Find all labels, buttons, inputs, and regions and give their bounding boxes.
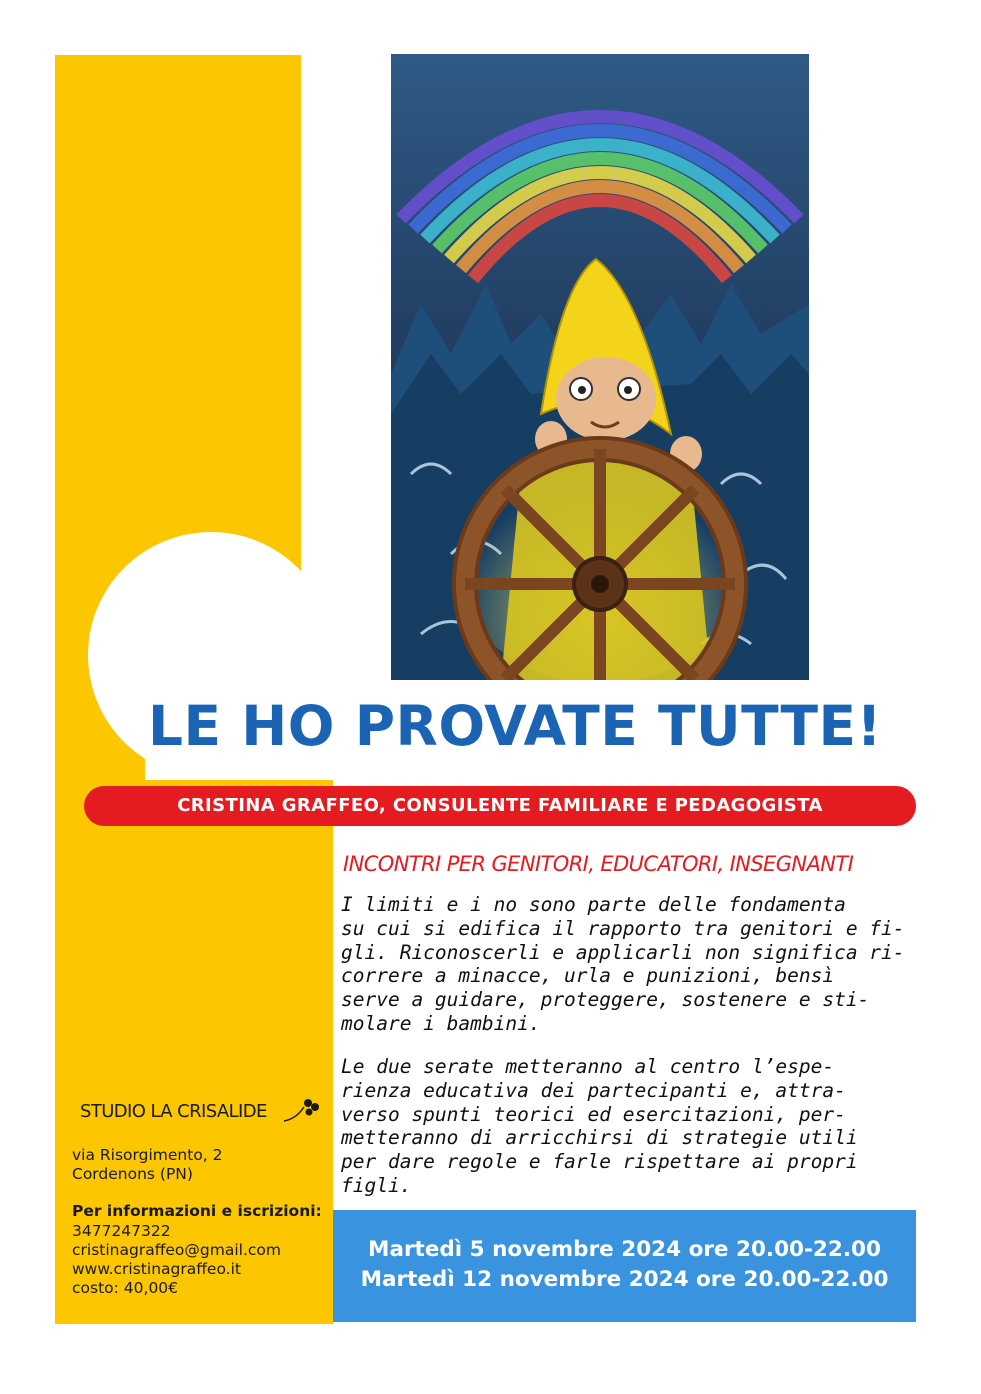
dates-box xyxy=(333,1210,916,1322)
contact-info xyxy=(72,1222,281,1298)
speaker-banner: CRISTINA GRAFFEO, CONSULENTE FAMILIARE E PEDAGOGISTA xyxy=(84,786,916,826)
event-date: Martedì 12 novembre 2024 ore 20.00-22.00 xyxy=(360,1267,889,1292)
text-line: su cui si edifica il rapporto tra genitori e fi- xyxy=(341,916,905,940)
text-line: metteranno di arricchirsi di strategie utili xyxy=(341,1126,858,1150)
studio-logo xyxy=(64,1097,324,1127)
text-line: per dare regole e farle rispettare ai propri xyxy=(341,1150,858,1174)
text-line: molare i bambini. xyxy=(341,1011,541,1035)
yellow-panel-top xyxy=(55,55,301,615)
crescent-icon xyxy=(64,1099,80,1125)
text-line: Le due serate metteranno al centro l’espe- xyxy=(341,1055,835,1078)
address-line: via Risorgimento, 2 xyxy=(72,1146,223,1164)
cost: costo: 40,00€ xyxy=(72,1279,179,1297)
website: www.cristinagraffeo.it xyxy=(72,1260,241,1278)
event-dates xyxy=(333,1235,916,1295)
address-line: Cordenons (PN) xyxy=(72,1165,193,1183)
description-paragraph-2 xyxy=(341,1055,911,1198)
text-line: correre a minacce, urla e punizioni, bensì xyxy=(341,964,835,988)
studio-address xyxy=(72,1146,223,1184)
text-line: figli. xyxy=(341,1173,412,1197)
text-line: rienza educativa dei partecipanti e, attra- xyxy=(341,1078,846,1102)
child-at-ship-wheel-illustration xyxy=(391,54,809,680)
event-date: Martedì 5 novembre 2024 ore 20.00-22.00 xyxy=(368,1237,881,1262)
email-address: cristinagraffeo@gmail.com xyxy=(72,1241,281,1259)
info-heading: Per informazioni e iscrizioni: xyxy=(72,1202,322,1220)
text-line: I limiti e i no sono parte delle fondamenta xyxy=(341,893,846,916)
butterfly-icon xyxy=(282,1095,322,1125)
studio-name: STUDIO LA CRISALIDE xyxy=(80,1101,267,1122)
phone-number: 3477247322 xyxy=(72,1222,171,1240)
event-title: LE HO PROVATE TUTTE! xyxy=(148,694,883,758)
audience-subtitle: INCONTRI PER GENITORI, EDUCATORI, INSEGNANTI xyxy=(343,852,854,876)
description-paragraph-1 xyxy=(341,893,911,1036)
text-line: serve a guidare, proteggere, sostenere e sti- xyxy=(341,988,870,1012)
text-line: verso spunti teorici ed esercitazioni, per- xyxy=(341,1102,846,1126)
text-line: gli. Riconoscerli e applicarli non significa ri- xyxy=(341,940,905,964)
